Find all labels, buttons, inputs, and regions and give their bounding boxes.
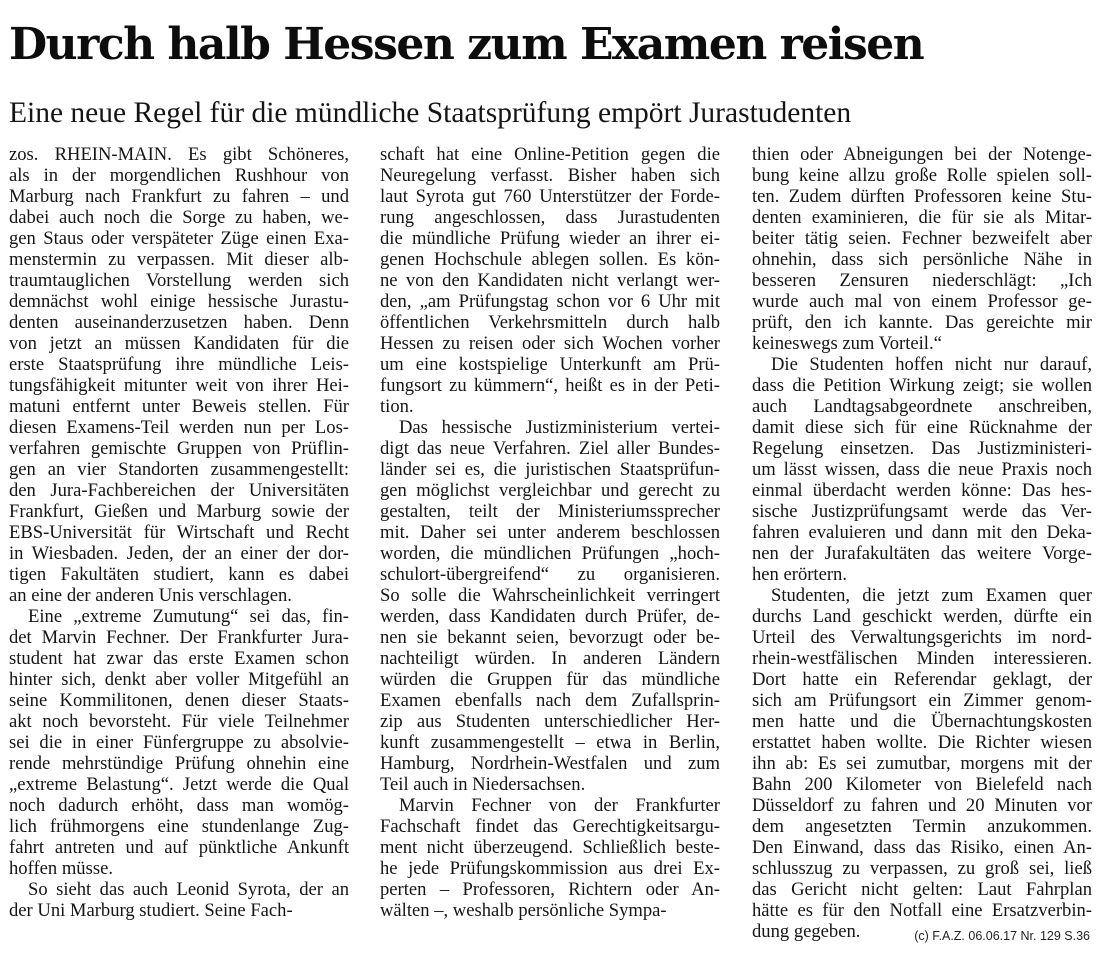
article-text-line: um eine kostspielige Unterkunft am Prü-	[380, 354, 720, 375]
article-text-line: demnächst wohl einige hessische Jurastu-	[9, 291, 349, 312]
article-text-line: Neuregelung verfasst. Bisher haben sich	[380, 165, 720, 186]
article-text-line: erste Staatsprüfung ihre mündliche Leis-	[9, 354, 349, 375]
article-text-line: einmal überdacht werden könne: Das hes-	[752, 480, 1092, 501]
article-text-line: Die Studenten hoffen nicht nur darauf,	[771, 354, 1092, 375]
article-text-line: Das hessische Justizministerium vertei-	[399, 417, 720, 438]
article-text-line: traumtauglichen Vorstellung werden sich	[9, 270, 349, 291]
article-text-line: Examen ebenfalls nach dem Zufallsprin-	[380, 690, 720, 711]
article-text-line: nen der Jurafakultäten das weitere Vorge-	[752, 543, 1092, 564]
article-text-line: ohnehin, dass sich persönliche Nähe in	[752, 249, 1092, 270]
article-text-line: mit. Daher sei unter anderem beschlossen	[380, 522, 720, 543]
article-text-line: student hat zwar das erste Examen schon	[9, 648, 349, 669]
article-text-line: So sieht das auch Leonid Syrota, der an	[28, 879, 349, 900]
article-text-line: sei die in einer Fünfergruppe zu absolvie-	[9, 732, 349, 753]
article-text-line: tion.	[380, 396, 414, 417]
article-text-line: zos. RHEIN-MAIN. Es gibt Schöneres,	[9, 144, 349, 165]
article-text-line: nachteiligt würden. In anderen Ländern	[380, 648, 720, 669]
article-text-line: würden die Gruppen für das mündliche	[380, 669, 720, 690]
article-text-line: besseren Zensuren niederschlägt: „Ich	[752, 270, 1092, 291]
article-text-line: damit diese sich für eine Rücknahme der	[752, 417, 1092, 438]
article-text-line: um lässt wissen, dass die neue Praxis noch	[752, 459, 1092, 480]
article-text-line: denten auseinanderzusetzen haben. Denn	[9, 312, 349, 333]
article-text-line: fahren evaluieren und dann mit den Deka-	[752, 522, 1092, 543]
article-text-line: gestalten, teilt der Ministeriumssprecher	[380, 501, 720, 522]
article-text-line: öffentlichen Verkehrsmitteln durch halb	[380, 312, 720, 333]
article-text-line: fahrt antreten und auf pünktliche Ankunft	[9, 837, 349, 858]
article-text-line: hen erörtern.	[752, 564, 847, 585]
article-text-line: sich am Prüfungsort ein Zimmer genom-	[752, 690, 1092, 711]
article-text-line: hinter sich, denkt aber voller Mitgefühl an	[9, 669, 349, 690]
article-text-line: men hatte und die Übernachtungskosten	[752, 711, 1092, 732]
article-text-line: Dort hatte ein Referendar geklagt, der	[752, 669, 1092, 690]
article-text-line: nen sie bekannt seien, bevorzugt oder be-	[380, 627, 720, 648]
article-text-line: auch Landtagsabgeordnete anschreiben,	[752, 396, 1092, 417]
article-text-line: menstermin zu verpassen. Mit dieser alb-	[9, 249, 349, 270]
article-text-line: rung angeschlossen, dass Jurastudenten	[380, 207, 720, 228]
article-text-line: von jetzt an müssen Kandidaten für die	[9, 333, 349, 354]
article-text-line: laut Syrota gut 760 Unterstützer der Forde-	[380, 186, 720, 207]
article-text-line: perten – Professoren, Richtern oder An-	[380, 879, 720, 900]
article-text-line: bung keine allzu große Rolle spielen soll-	[752, 165, 1092, 186]
article-text-line: dabei auch noch die Sorge zu haben, we-	[9, 207, 349, 228]
article-subheadline: Eine neue Regel für die mündliche Staatsprüfung empört Jurastudenten	[9, 97, 852, 129]
article-text-line: Bahn 200 Kilometer von Bielefeld nach	[752, 774, 1092, 795]
article-column-3	[752, 144, 1092, 942]
article-text-line: noch dadurch erhöht, dass man womög-	[9, 795, 349, 816]
article-column-1	[9, 144, 349, 921]
article-text-line: seine Kommilitonen, denen dieser Staats-	[9, 690, 349, 711]
article-text-line: Düsseldorf zu fahren und 20 Minuten vor	[752, 795, 1092, 816]
article-text-line: zip aus Studenten unterschiedlicher Her-	[380, 711, 720, 732]
article-text-line: ne von den Kandidaten nicht verlangt wer-	[380, 270, 720, 291]
article-text-line: durchs Land geschickt werden, dürfte ein	[752, 606, 1092, 627]
article-text-line: an eine der anderen Unis verschlagen.	[9, 585, 292, 606]
article-text-line: Marburg nach Frankfurt zu fahren – und	[9, 186, 349, 207]
article-text-line: länder sei es, die juristischen Staatsprüfun-	[380, 459, 720, 480]
article-text-line: werden, dass Kandidaten durch Prüfer, de-	[380, 606, 720, 627]
article-text-line: ihn ab: Es sei zumutbar, morgens mit der	[752, 753, 1092, 774]
article-text-line: in Wiesbaden. Jeden, der an einer der dor-	[9, 543, 349, 564]
article-text-line: gen Staus oder verspäteter Züge einen Exa-	[9, 228, 349, 249]
article-text-line: Urteil des Verwaltungsgerichts im nord-	[752, 627, 1092, 648]
article-text-line: Regelung einsetzen. Das Justizministeri-	[752, 438, 1092, 459]
article-text-line: sische Justizprüfungsamt werde das Ver-	[752, 501, 1092, 522]
article-text-line: „extreme Belastung“. Jetzt werde die Qual	[9, 774, 349, 795]
article-text-line: das Gericht nicht gelten: Laut Fahrplan	[752, 879, 1092, 900]
article-text-line: verfahren gemischte Gruppen von Prüflin-	[9, 438, 349, 459]
article-text-line: rhein-westfälischen Minden interessieren.	[752, 648, 1092, 669]
article-text-line: So solle die Wahrscheinlichkeit verringert	[380, 585, 720, 606]
article-headline: Durch halb Hessen zum Examen reisen	[9, 19, 924, 70]
article-text-line: hätte es für den Notfall eine Ersatzverbin-	[752, 900, 1092, 921]
article-text-line: wälten –, weshalb persönliche Sympa-	[380, 900, 667, 921]
article-text-line: dung gegeben.	[752, 921, 861, 942]
article-text-line: dem angesetzten Termin anzukommen.	[752, 816, 1092, 837]
article-text-line: det Marvin Fechner. Der Frankfurter Jura-	[9, 627, 349, 648]
article-text-line: die mündliche Prüfung wieder an ihrer ei-	[380, 228, 720, 249]
article-text-line: lich frühmorgens eine stundenlange Zug-	[9, 816, 349, 837]
article-column-2	[380, 144, 720, 921]
article-text-line: Marvin Fechner von der Frankfurter	[399, 795, 720, 816]
article-text-line: tigen Fakultäten studiert, kann es dabei	[9, 564, 349, 585]
article-text-line: kunft zusammengestellt – etwa in Berlin,	[380, 732, 720, 753]
article-text-line: akt noch bevorsteht. Für viele Teilnehmer	[9, 711, 349, 732]
article-text-line: den Jura-Fachbereichen der Universitäten	[9, 480, 349, 501]
article-text-line: schlusszug zu verpassen, zu groß sei, ließ	[752, 858, 1092, 879]
article-text-line: digt das neue Verfahren. Ziel aller Bundes-	[380, 438, 720, 459]
article-text-line: genen Hochschule ablegen sollen. Es kön-	[380, 249, 720, 270]
article-text-line: Hamburg, Nordrhein-Westfalen und zum	[380, 753, 720, 774]
article-text-line: Eine „extreme Zumutung“ sei das, fin-	[28, 606, 349, 627]
article-text-line: beiter tätig seien. Fechner bezweifelt aber	[752, 228, 1092, 249]
source-credit: (c) F.A.Z. 06.06.17 Nr. 129 S.36	[914, 929, 1090, 943]
article-text-line: ment nicht überzeugend. Schließlich beste-	[380, 837, 720, 858]
article-text-line: worden, die mündlichen Prüfungen „hoch-	[380, 543, 720, 564]
article-text-line: ten. Zudem dürften Professoren keine Stu-	[752, 186, 1092, 207]
article-text-line: Fachschaft findet das Gerechtigkeitsargu-	[380, 816, 720, 837]
article-text-line: Teil auch in Niedersachsen.	[380, 774, 586, 795]
article-text-line: der Uni Marburg studiert. Seine Fach-	[9, 900, 293, 921]
article-text-line: als in der morgendlichen Rushhour von	[9, 165, 349, 186]
article-text-line: matuni entfernt unter Beweis stellen. Für	[9, 396, 349, 417]
article-text-line: rende mehrstündige Prüfung ohnehin eine	[9, 753, 349, 774]
article-text-line: gen an vier Standorten zusammengestellt:	[9, 459, 349, 480]
article-text-line: wurde auch mal von einem Professor ge-	[752, 291, 1092, 312]
article-text-line: he jede Prüfungskommission aus drei Ex-	[380, 858, 720, 879]
article-text-line: EBS-Universität für Wirtschaft und Recht	[9, 522, 349, 543]
article-text-line: hoffen müsse.	[9, 858, 113, 879]
article-text-line: diesen Examens-Teil werden nun per Los-	[9, 417, 349, 438]
article-text-line: den, „am Prüfungstag schon vor 6 Uhr mit	[380, 291, 720, 312]
article-text-line: dass die Petition Wirkung zeigt; sie wollen	[752, 375, 1092, 396]
article-text-line: thien oder Abneigungen bei der Notenge-	[752, 144, 1092, 165]
article-text-line: fungsort zu kümmern“, heißt es in der Peti-	[380, 375, 720, 396]
article-text-line: gen möglichst vergleichbar und gerecht zu	[380, 480, 720, 501]
article-text-line: erstattet haben wollte. Die Richter wiesen	[752, 732, 1092, 753]
article-text-line: denten examinieren, die für sie als Mitar-	[752, 207, 1092, 228]
article-text-line: keineswegs zum Vorteil.“	[752, 333, 942, 354]
article-text-line: schulort-übergreifend“ zu organisieren.	[380, 564, 720, 585]
article-text-line: schaft hat eine Online-Petition gegen die	[380, 144, 720, 165]
article-text-line: tungsfähigkeit mitunter weit von ihrer Hei-	[9, 375, 349, 396]
article-text-line: Studenten, die jetzt zum Examen quer	[771, 585, 1092, 606]
article-text-line: Frankfurt, Gießen und Marburg sowie der	[9, 501, 349, 522]
article-text-line: Den Einwand, dass das Risiko, einen An-	[752, 837, 1092, 858]
article-text-line: prüft, den ich kannte. Das gereichte mir	[752, 312, 1092, 333]
article-text-line: Hessen zu reisen oder sich Wochen vorher	[380, 333, 720, 354]
